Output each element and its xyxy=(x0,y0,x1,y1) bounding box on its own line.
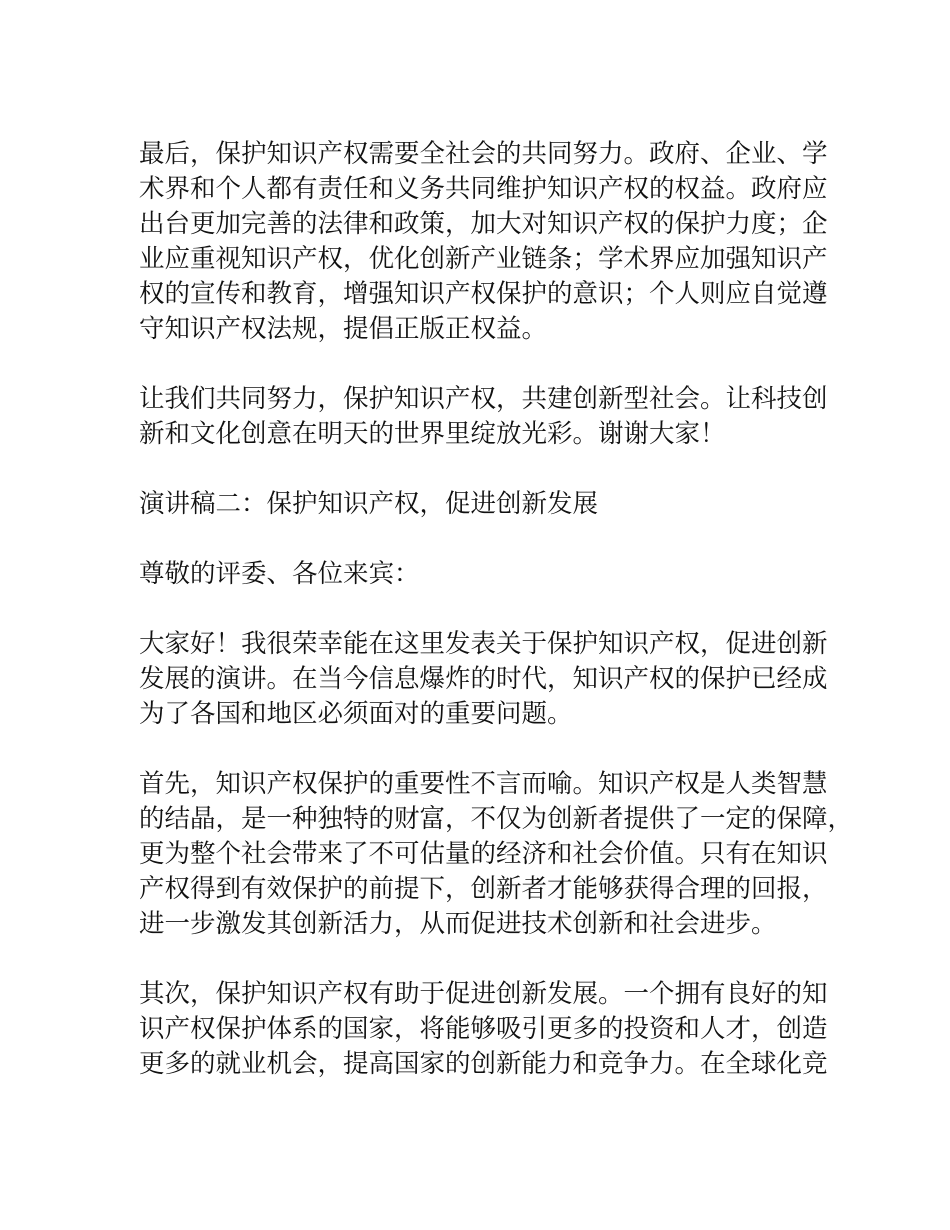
text-line: 更多的就业机会，提高国家的创新能力和竞争力。在全球化竞 xyxy=(139,1049,828,1079)
text-line: 识产权保护体系的国家，将能够吸引更多的投资和人才，创造 xyxy=(139,1014,828,1044)
paragraph-first-point xyxy=(139,767,854,942)
text-line: 大家好！我很荣幸能在这里发表关于保护知识产权，促进创新 xyxy=(139,629,828,659)
text-line: 更为整个社会带来了不可估量的经济和社会价值。只有在知识 xyxy=(139,839,828,869)
text-line: 让我们共同努力，保护知识产权，共建创新型社会。让科技创 xyxy=(139,384,828,414)
text-line: 新和文化创意在明天的世界里绽放光彩。谢谢大家！ xyxy=(139,419,726,449)
text-line: 演讲稿二：保护知识产权，促进创新发展 xyxy=(139,489,599,519)
text-line: 为了各国和地区必须面对的重要问题。 xyxy=(139,699,573,729)
text-line: 业应重视知识产权，优化创新产业链条；学术界应加强知识产 xyxy=(139,244,828,274)
text-line: 的结晶，是一种独特的财富，不仅为创新者提供了一定的保障， xyxy=(139,804,854,834)
paragraph-gap xyxy=(139,732,829,767)
text-line: 其次，保护知识产权有助于促进创新发展。一个拥有良好的知 xyxy=(139,979,828,1009)
text-line: 守知识产权法规，提倡正版正权益。 xyxy=(139,314,548,344)
text-line: 尊敬的评委、各位来宾： xyxy=(139,559,420,589)
text-line: 出台更加完善的法律和政策，加大对知识产权的保护力度；企 xyxy=(139,209,828,239)
paragraph-gap xyxy=(139,452,829,487)
text-line: 进一步激发其创新活力，从而促进技术创新和社会进步。 xyxy=(139,909,777,939)
paragraph-gap xyxy=(139,522,829,557)
text-line: 术界和个人都有责任和义务共同维护知识产权的权益。政府应 xyxy=(139,174,828,204)
paragraph-closing xyxy=(139,137,829,347)
text-line: 发展的演讲。在当今信息爆炸的时代，知识产权的保护已经成 xyxy=(139,664,828,694)
paragraph-second-point xyxy=(139,977,829,1082)
paragraph-gap xyxy=(139,592,829,627)
text-line: 最后，保护知识产权需要全社会的共同努力。政府、企业、学 xyxy=(139,139,828,169)
paragraph-gap xyxy=(139,942,829,977)
text-line: 首先，知识产权保护的重要性不言而喻。知识产权是人类智慧 xyxy=(139,769,828,799)
speech-two-title xyxy=(139,487,829,522)
document-page xyxy=(139,137,854,1082)
paragraph-gap xyxy=(139,347,829,382)
salutation xyxy=(139,557,829,592)
paragraph-call-to-action xyxy=(139,382,829,452)
text-line: 权的宣传和教育，增强知识产权保护的意识；个人则应自觉遵 xyxy=(139,279,828,309)
text-line: 产权得到有效保护的前提下，创新者才能够获得合理的回报， xyxy=(139,874,828,904)
paragraph-greeting xyxy=(139,627,829,732)
